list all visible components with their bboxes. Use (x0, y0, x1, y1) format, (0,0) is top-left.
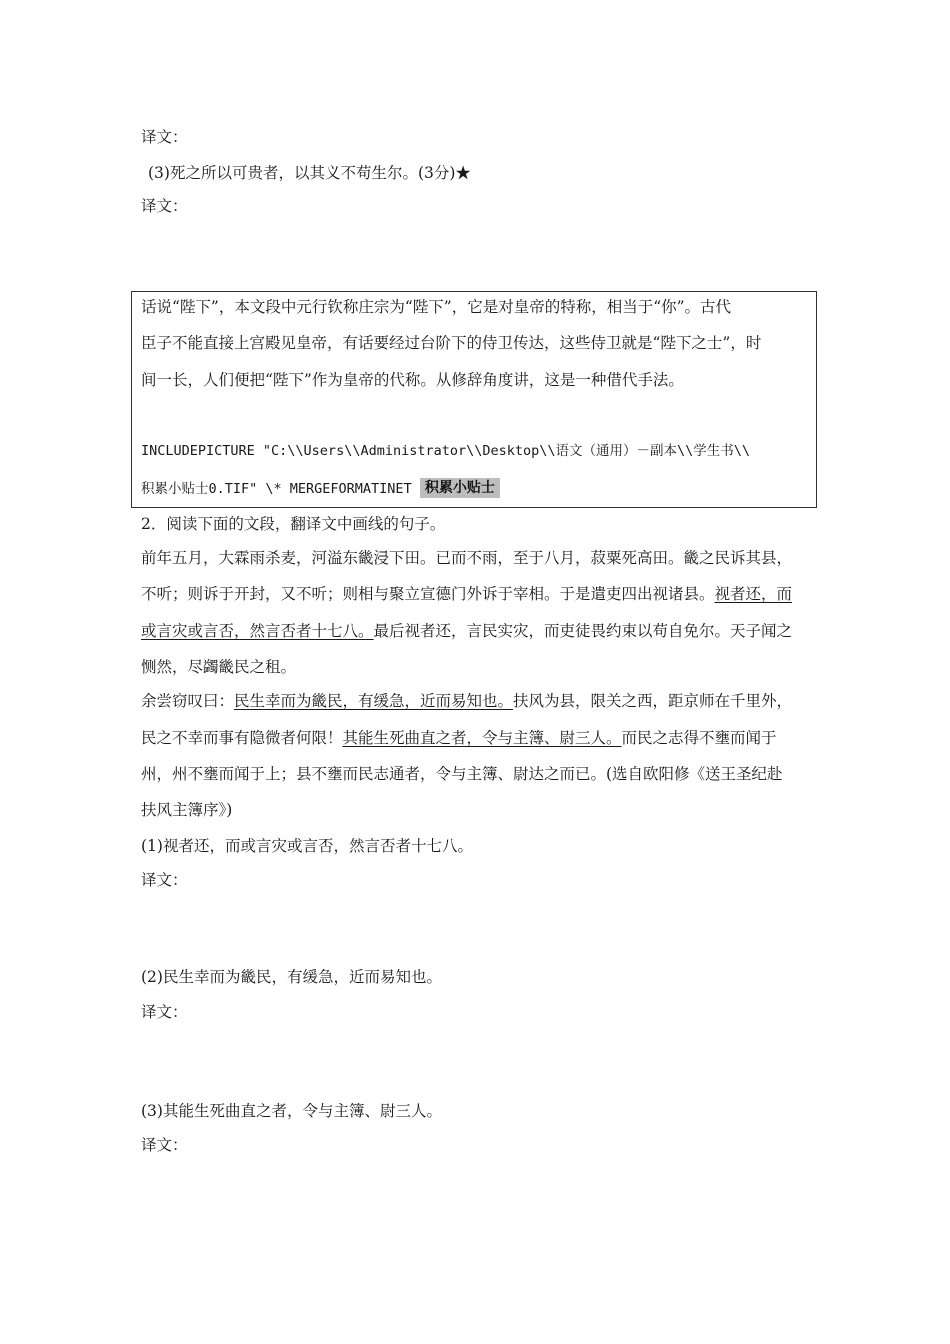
include-field (141, 478, 500, 499)
passage-line (141, 691, 792, 711)
question-2-heading: 2．阅读下面的文段，翻译文中画线的句子。 (141, 515, 446, 533)
sub-question-2: (2)民生幸而为畿民，有缓急，近而易知也。 (141, 968, 442, 986)
translation-label: 译文： (141, 871, 188, 889)
passage-text: 最后视者还，言民实灾，而吏徒畏约束以苟自免尔。天子闻之 (373, 622, 793, 640)
include-field: INCLUDEPICTURE "C:\\Users\\Administrator\\Desktop\\语文（通用）－副本\\学生书\\ (141, 443, 751, 459)
passage-line (141, 728, 777, 748)
include-field-text: 积累小贴士0.TIF" \* MERGEFORMATINET (141, 481, 420, 497)
passage-text: 余尝窃叹曰： (141, 692, 235, 710)
passage-line: 州，州不壅而闻于上；县不壅而民志通者，令与主簿、尉达之而已。(选自欧阳修《送王圣纪赴 (141, 765, 783, 783)
passage-line: 扶风主簿序》) (141, 801, 233, 819)
tip-line: 话说“陛下”，本文段中元行钦称庄宗为“陛下”，它是对皇帝的特称，相当于“你”。古代 (141, 298, 732, 316)
passage-line: 前年五月，大霖雨杀麦，河溢东畿浸下田。已而不雨，至于八月，菽粟死高田。畿之民诉其县， (141, 549, 793, 567)
passage-text: 而民之志得不壅而闻于 (621, 729, 777, 747)
tip-box (131, 291, 817, 508)
underlined-sentence: 视者还，而 (714, 585, 793, 603)
tip-badge: 积累小贴士 (420, 478, 500, 498)
translation-label: 译文： (141, 197, 188, 215)
tip-line: 臣子不能直接上宫殿见皇帝，有话要经过台阶下的侍卫传达，这些侍卫就是“陛下之士”，时 (141, 334, 762, 352)
passage-text: 民之不幸而事有隐微者何限！ (141, 729, 343, 747)
translation-label: 译文： (141, 1003, 188, 1021)
passage-text: 不听；则诉于开封，又不听；则相与聚立宣德门外诉于宰相。于是遣吏四出视诸县。 (141, 585, 715, 603)
passage-line: 恻然，尽蠲畿民之租。 (141, 658, 297, 676)
sub-question-1: (1)视者还，而或言灾或言否，然言否者十七八。 (141, 837, 473, 855)
underlined-sentence: 其能生死曲直之者，令与主簿、尉三人。 (342, 729, 622, 747)
translation-label: 译文： (141, 1136, 188, 1154)
underlined-sentence: 或言灾或言否，然言否者十七八。 (141, 622, 374, 640)
passage-line (141, 621, 792, 641)
underlined-sentence: 民生幸而为畿民，有缓急，近而易知也。 (234, 692, 514, 710)
translation-label: 译文： (141, 128, 188, 146)
question-3: (3)死之所以可贵者，以其义不苟生尔。(3分)★ (148, 164, 471, 182)
passage-line (141, 584, 792, 604)
tip-line: 间一长，人们便把“陛下”作为皇帝的代称。从修辞角度讲，这是一种借代手法。 (141, 371, 684, 389)
passage-text: 扶风为县，限关之西，距京师在千里外， (513, 692, 793, 710)
sub-question-3: (3)其能生死曲直之者，令与主簿、尉三人。 (141, 1102, 442, 1120)
